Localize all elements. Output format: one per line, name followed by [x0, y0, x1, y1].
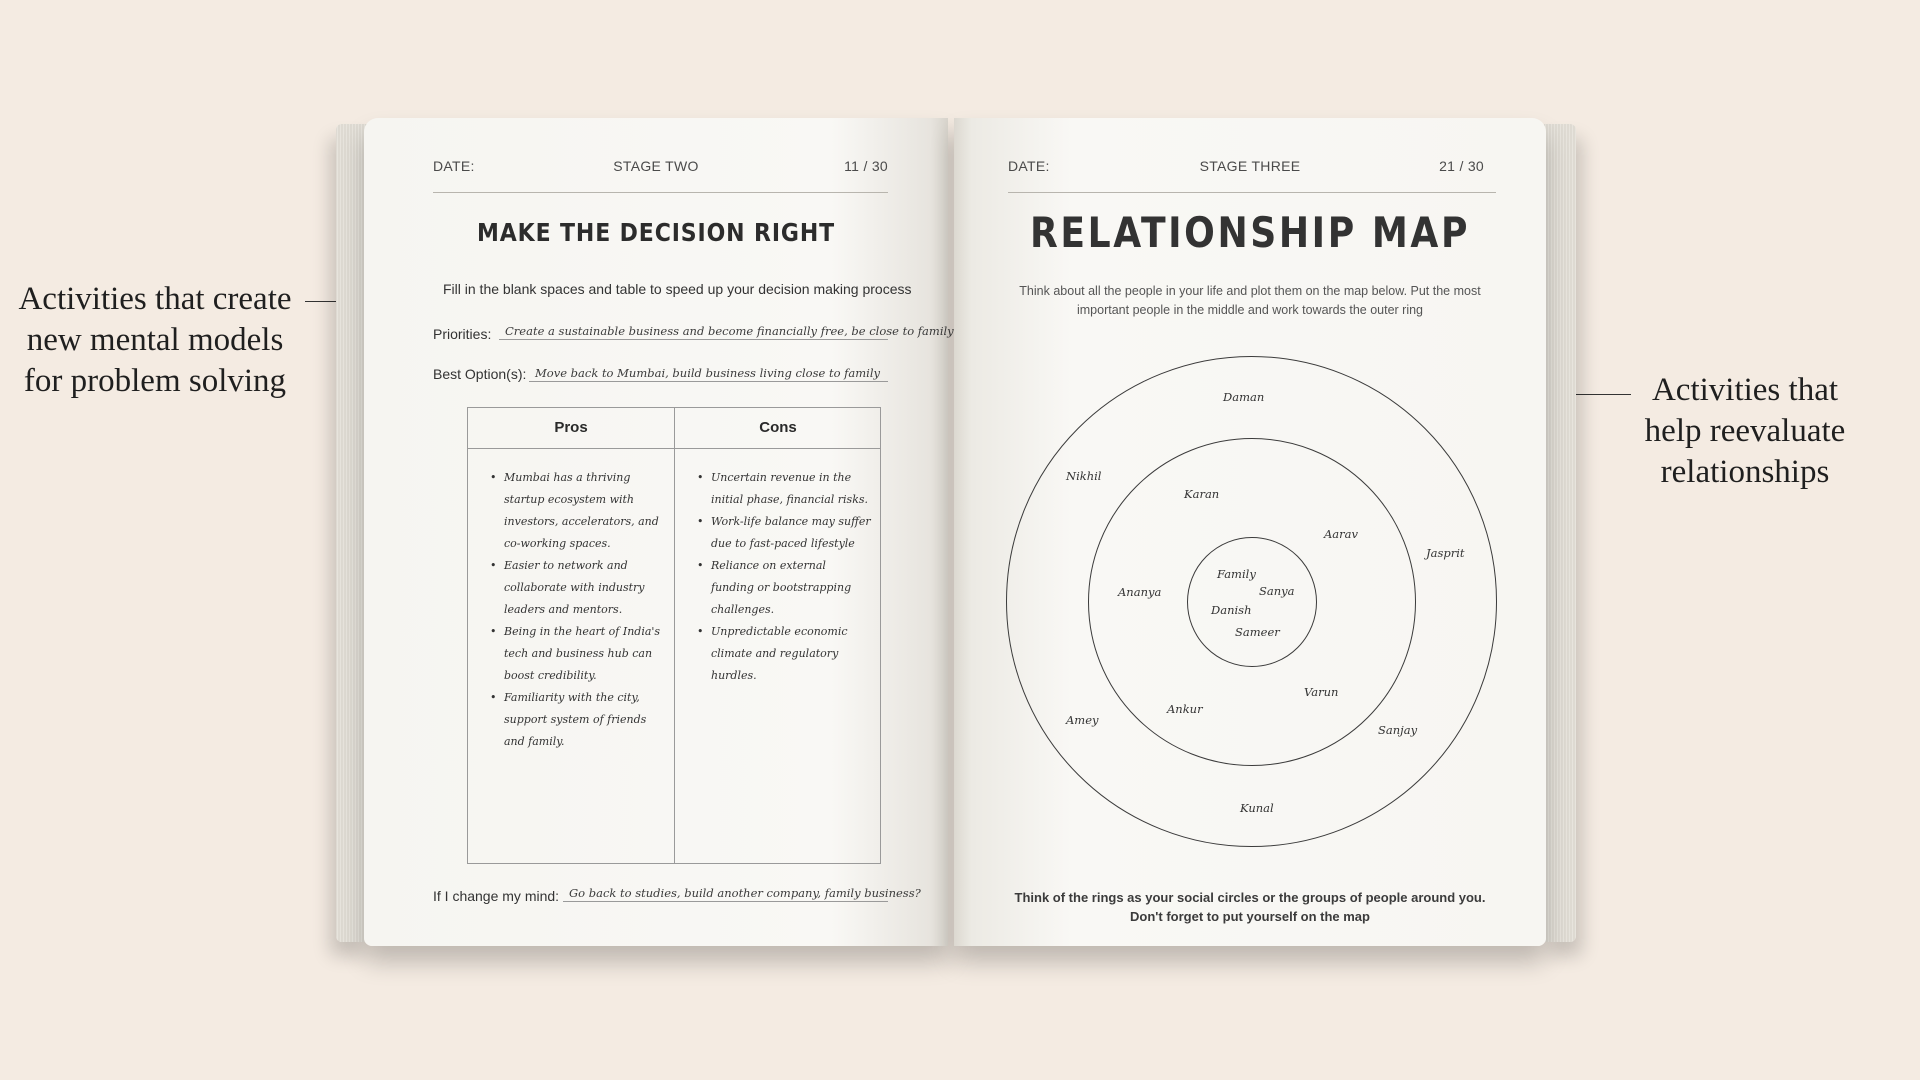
- page-title: RELATIONSHIP MAP: [1029, 208, 1471, 257]
- person-name: Aarav: [1324, 527, 1359, 541]
- change-mind-field[interactable]: Go back to studies, build another company, family business?: [563, 886, 888, 902]
- footnote-line: Think of the rings as your social circles or the groups of people around you.: [1014, 890, 1486, 905]
- list-item: • Familiarity with the city, support system of friends and family.: [504, 687, 664, 753]
- caption-relationships: Activities that help reevaluate relationships: [1644, 372, 1846, 490]
- person-name: Ankur: [1167, 702, 1203, 716]
- pros-column: [468, 408, 674, 863]
- page-intro: Fill in the blank spaces and table to speed up your decision making process: [443, 281, 912, 297]
- page-title: MAKE THE DECISION RIGHT: [476, 218, 836, 247]
- page-number: 21 / 30: [1439, 158, 1484, 174]
- date-label: DATE:: [433, 158, 475, 174]
- cons-header: Cons: [675, 408, 881, 449]
- pros-list: [468, 449, 674, 753]
- person-name: Danish: [1211, 603, 1252, 617]
- person-name: Nikhil: [1066, 469, 1102, 483]
- person-name: Sanjay: [1378, 723, 1418, 737]
- map-footnote: [954, 888, 1546, 926]
- cons-list: [675, 449, 881, 687]
- footnote-line: Don't forget to put yourself on the map: [1130, 909, 1370, 924]
- caption-mental-models: Activities that create new mental models for problem solving: [18, 281, 292, 399]
- person-name: Varun: [1304, 685, 1339, 699]
- priorities-field[interactable]: Create a sustainable business and become financially free, be close to family: [499, 324, 888, 340]
- list-item: • Mumbai has a thriving startup ecosystem with investors, accelerators, and co-working spaces.: [504, 467, 664, 555]
- person-name: Jasprit: [1426, 546, 1465, 560]
- inner-ring: [1187, 537, 1317, 667]
- page-stack-right: [1544, 124, 1576, 942]
- page-intro: [954, 282, 1546, 320]
- left-page: [364, 118, 954, 946]
- person-name: Sanya: [1259, 584, 1295, 598]
- person-name: Sameer: [1235, 625, 1280, 639]
- person-name: Family: [1217, 567, 1256, 581]
- header-divider: [433, 192, 888, 193]
- best-option-field[interactable]: Move back to Mumbai, build business living close to family: [529, 366, 888, 382]
- list-item: • Being in the heart of India's tech and business hub can boost credibility.: [504, 621, 664, 687]
- person-name: Daman: [1223, 390, 1265, 404]
- person-name: Amey: [1066, 713, 1099, 727]
- intro-line: Think about all the people in your life and plot them on the map below. Put the most: [1019, 284, 1481, 298]
- person-name: Kunal: [1240, 801, 1274, 815]
- stage-label: STAGE THREE: [1199, 158, 1301, 174]
- best-option-label: Best Option(s):: [433, 366, 527, 382]
- person-name: Karan: [1184, 487, 1220, 501]
- stage-label: STAGE TWO: [613, 158, 699, 174]
- cons-column: [674, 408, 881, 863]
- date-label: DATE:: [1008, 158, 1050, 174]
- open-book: [336, 118, 1576, 948]
- person-name: Ananya: [1118, 585, 1162, 599]
- right-page: [954, 118, 1546, 946]
- intro-line: important people in the middle and work towards the outer ring: [1076, 303, 1424, 317]
- list-item: • Easier to network and collaborate with industry leaders and mentors.: [504, 555, 664, 621]
- list-item: • Unpredictable economic climate and regulatory hurdles.: [711, 621, 871, 687]
- list-item: • Uncertain revenue in the initial phase, financial risks.: [711, 467, 871, 511]
- pros-cons-table: [467, 407, 881, 864]
- list-item: • Reliance on external funding or bootstrapping challenges.: [711, 555, 871, 621]
- page-number: 11 / 30: [844, 158, 888, 174]
- header-divider: [1008, 192, 1496, 193]
- priorities-label: Priorities:: [433, 326, 492, 342]
- pros-header: Pros: [468, 408, 674, 449]
- change-mind-label: If I change my mind:: [433, 888, 560, 904]
- list-item: • Work-life balance may suffer due to fast-paced lifestyle: [711, 511, 871, 555]
